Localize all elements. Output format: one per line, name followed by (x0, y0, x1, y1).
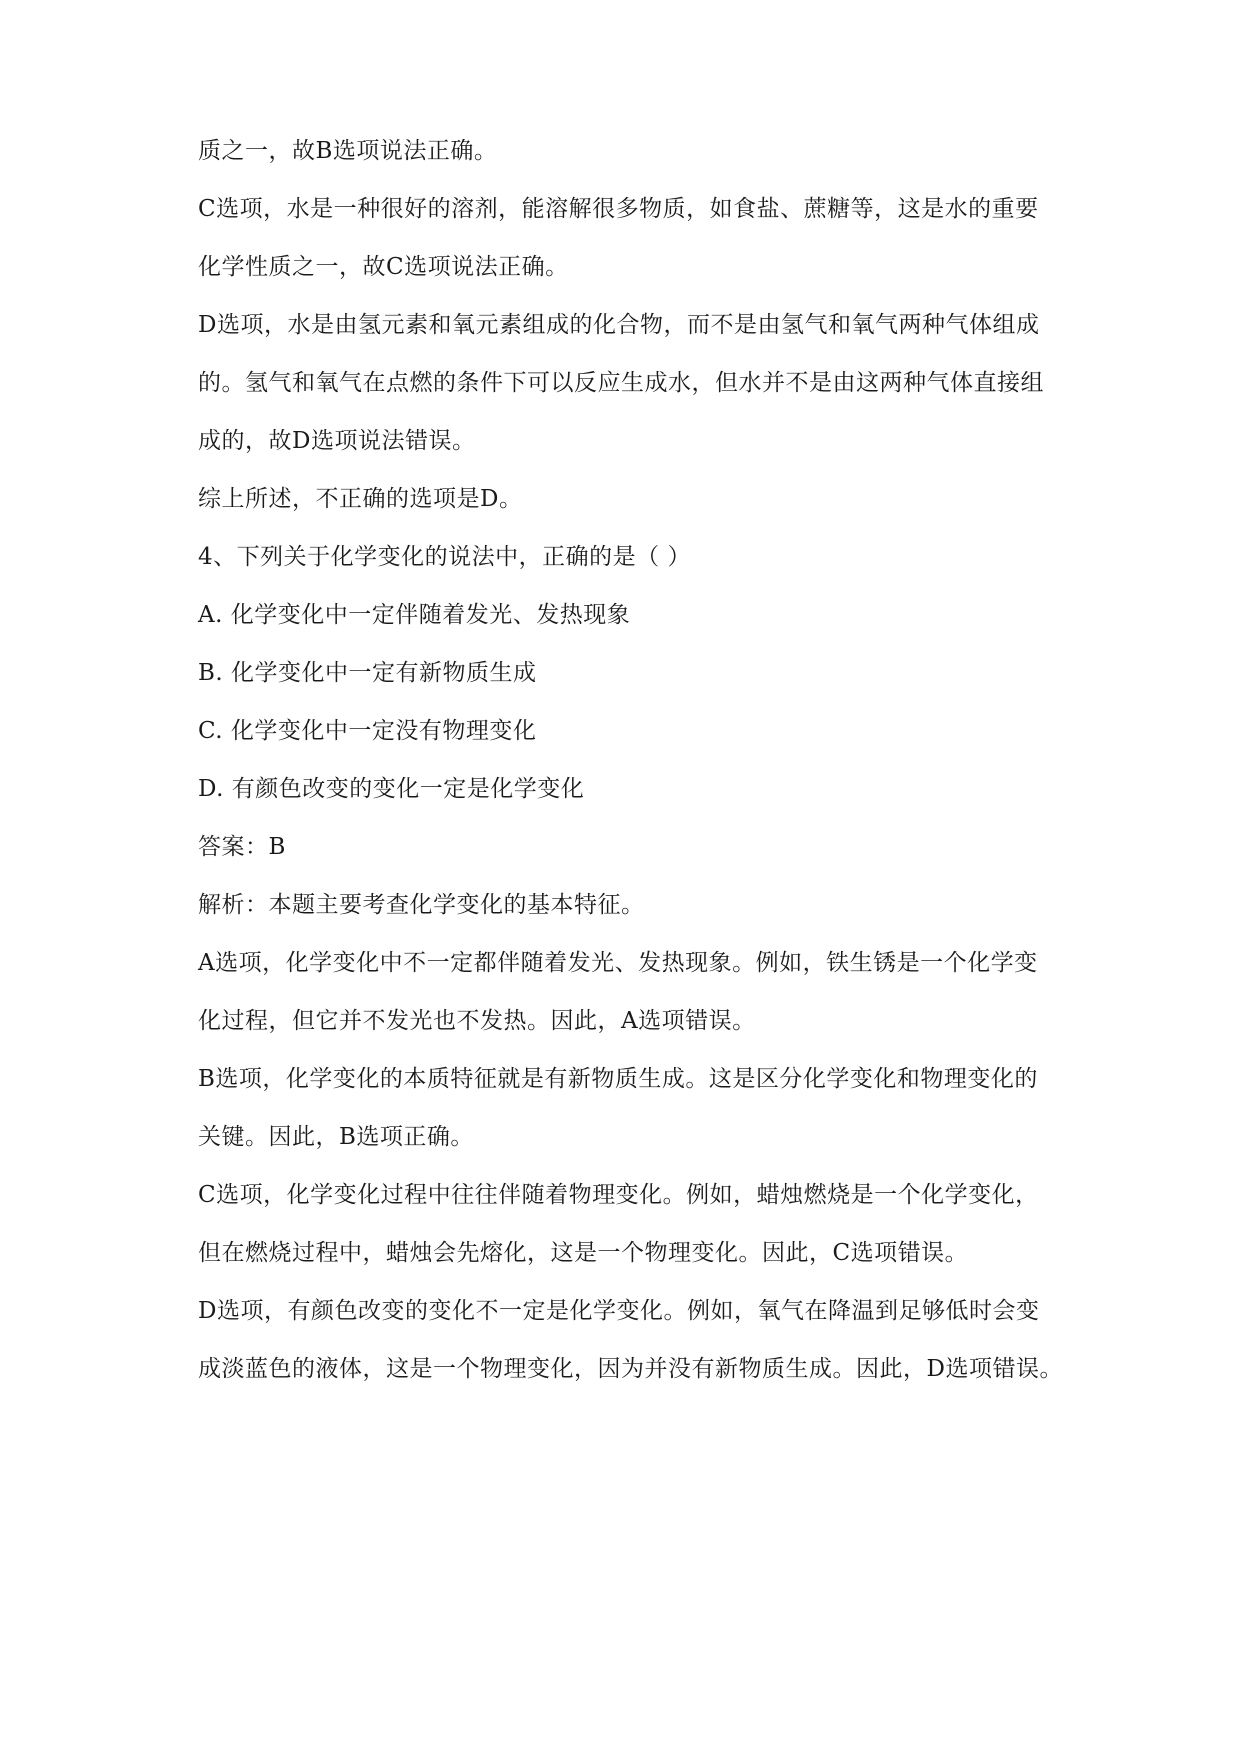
text-line: 化学性质之一，故C选项说法正确。 (198, 254, 569, 280)
option-b: B. 化学变化中一定有新物质生成 (198, 660, 537, 686)
option-d: D. 有颜色改变的变化一定是化学变化 (198, 776, 585, 802)
text-line: 化过程，但它并不发光也不发热。因此，A选项错误。 (198, 1008, 756, 1034)
text-line: A选项，化学变化中不一定都伴随着发光、发热现象。例如，铁生锈是一个化学变 (198, 950, 1038, 976)
analysis-heading: 解析：本题主要考查化学变化的基本特征。 (198, 892, 645, 918)
text-line: 关键。因此，B选项正确。 (198, 1124, 474, 1150)
option-c: C. 化学变化中一定没有物理变化 (198, 718, 537, 744)
text-line: B选项，化学变化的本质特征就是有新物质生成。这是区分化学变化和物理变化的 (198, 1066, 1038, 1092)
text-line: 成的，故D选项说法错误。 (198, 428, 476, 454)
question-title: 4、下列关于化学变化的说法中，正确的是（ ） (198, 544, 691, 570)
text-line: D选项，有颜色改变的变化不一定是化学变化。例如，氧气在降温到足够低时会变 (198, 1298, 1040, 1324)
text-line: 的。氢气和氧气在点燃的条件下可以反应生成水，但水并不是由这两种气体直接组 (198, 370, 1044, 396)
text-line: C选项，水是一种很好的溶剂，能溶解很多物质，如食盐、蔗糖等，这是水的重要 (198, 196, 1039, 222)
text-line: C选项，化学变化过程中往往伴随着物理变化。例如，蜡烛燃烧是一个化学变化， (198, 1182, 1039, 1208)
text-line: 但在燃烧过程中，蜡烛会先熔化，这是一个物理变化。因此，C选项错误。 (198, 1240, 969, 1266)
conclusion-line: 综上所述，不正确的选项是D。 (198, 486, 523, 512)
text-line: D选项，水是由氢元素和氧元素组成的化合物，而不是由氢气和氧气两种气体组成 (198, 312, 1040, 338)
answer-line: 答案：B (198, 834, 286, 860)
text-line: 质之一，故B选项说法正确。 (198, 138, 498, 164)
text-line: 成淡蓝色的液体，这是一个物理变化，因为并没有新物质生成。因此，D选项错误。 (198, 1356, 1063, 1382)
option-a: A. 化学变化中一定伴随着发光、发热现象 (198, 602, 631, 628)
